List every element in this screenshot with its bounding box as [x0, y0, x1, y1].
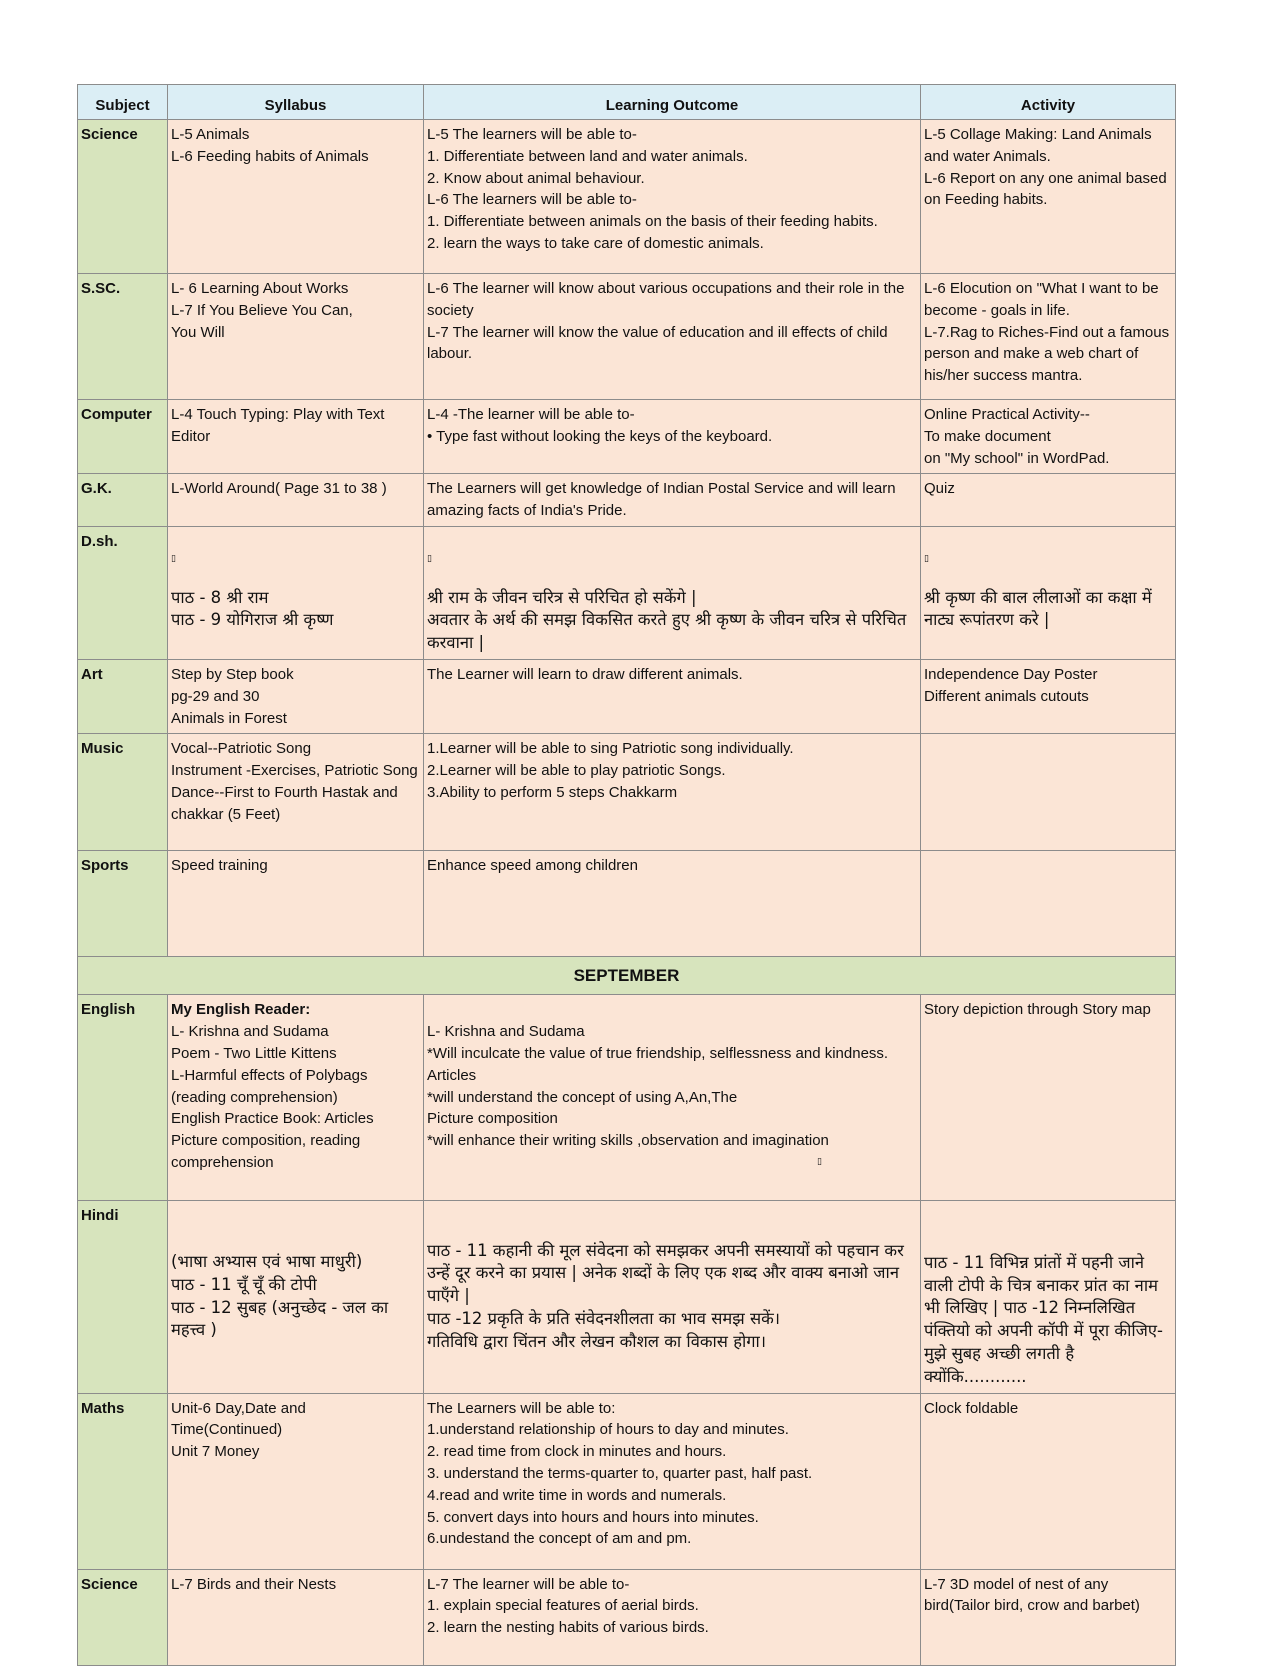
syllabus-cell: L-4 Touch Typing: Play with Text Editor	[168, 400, 424, 474]
outcome-cell: The Learners will get knowledge of Indian Postal Service and will learn amazing facts of India's Pride.	[424, 474, 921, 527]
syllabus-cell: Step by Step book pg-29 and 30 Animals in Forest	[168, 659, 424, 733]
activity-cell: L-6 Elocution on "What I want to be become - goals in life. L-7.Rag to Riches-Find out a famous person and make a web chart of his/her success mantra.	[921, 274, 1176, 400]
outcome-cell: L-6 The learner will know about various occupations and their role in the society L-7 The learner will know the value of education and ill effects of child labour.	[424, 274, 921, 400]
table-row	[78, 1569, 1176, 1665]
activity-cell: Online Practical Activity-- To make document on "My school" in WordPad.	[921, 400, 1176, 474]
syllabus-cell: Unit-6 Day,Date and Time(Continued) Unit 7 Money	[168, 1393, 424, 1569]
table-row	[78, 995, 1176, 1200]
table-row	[78, 851, 1176, 957]
table-row	[78, 1200, 1176, 1393]
missing-glyph-icon: ▯	[427, 553, 432, 564]
activity-text: पाठ - 11 विभिन्न प्रांतों में पहनी जाने वाली टोपी के चित्र बनाकर प्रांत का नाम भी लिखिए | पाठ -12 निम्नलिखित पंक्तियो को अपनी कॉपी में पूरा कीजिए- मुझे सुबह अच्छी लगती है क्योंकि............	[924, 1252, 1163, 1386]
syllabus-cell: L-7 Birds and their Nests	[168, 1569, 424, 1665]
outcome-cell: Enhance speed among children	[424, 851, 921, 957]
table-row	[78, 659, 1176, 733]
activity-cell: Independence Day Poster Different animals cutouts	[921, 659, 1176, 733]
activity-cell	[921, 1200, 1176, 1393]
outcome-cell: L-5 The learners will be able to- 1. Differentiate between land and water animals. 2. Know about animal behaviour. L-6 The learners will be able to- 1. Differentiate between animals on the basis of their feeding habits. 2. learn the ways to take care of domestic animals.	[424, 120, 921, 274]
outcome-cell: L-7 The learner will be able to- 1. explain special features of aerial birds. 2. learn the nesting habits of various birds.	[424, 1569, 921, 1665]
outcome-cell: The Learner will learn to draw different animals.	[424, 659, 921, 733]
header-activity: Activity	[921, 85, 1176, 120]
subject-cell: Maths	[78, 1393, 168, 1569]
subject-cell: Computer	[78, 400, 168, 474]
outcome-text: श्री राम के जीवन चरित्र से परिचित हो सकेंगे | अवतार के अर्थ की समझ विकसित करते हुए श्री कृष्ण के जीवन चरित्र से परिचित करवाना |	[427, 587, 907, 653]
missing-glyph-icon: ▯	[817, 1156, 822, 1167]
table-row	[78, 274, 1176, 400]
syllabus-cell: L- 6 Learning About Works L-7 If You Believe You Can, You Will	[168, 274, 424, 400]
header-syllabus: Syllabus	[168, 85, 424, 120]
outcome-cell: L-4 -The learner will be able to- • Type fast without looking the keys of the keyboard.	[424, 400, 921, 474]
activity-cell	[921, 851, 1176, 957]
header-row	[78, 85, 1176, 120]
syllabus-table	[77, 84, 1176, 1666]
table-row	[78, 474, 1176, 527]
syllabus-text: पाठ - 8 श्री राम पाठ - 9 योगिराज श्री कृष्ण	[171, 587, 334, 630]
syllabus-cell	[168, 995, 424, 1200]
syllabus-cell: Speed training	[168, 851, 424, 957]
table-row	[78, 734, 1176, 851]
activity-cell: L-7 3D model of nest of any bird(Tailor bird, crow and barbet)	[921, 1569, 1176, 1665]
header-subject: Subject	[78, 85, 168, 120]
table-row	[78, 400, 1176, 474]
missing-glyph-icon: ▯	[171, 553, 176, 564]
month-heading: SEPTEMBER	[78, 957, 1176, 995]
subject-cell: Sports	[78, 851, 168, 957]
activity-cell: Story depiction through Story map	[921, 995, 1176, 1200]
activity-cell: Clock foldable	[921, 1393, 1176, 1569]
outcome-text: L- Krishna and Sudama *Will inculcate the value of true friendship, selflessness and kindness. Articles *will understand the concept of using A,An,The Picture composition *will enhance their writing skills ,observation and imagination	[427, 1023, 889, 1150]
activity-cell: Quiz	[921, 474, 1176, 527]
header-learning-outcome: Learning Outcome	[424, 85, 921, 120]
syllabus-cell	[168, 1200, 424, 1393]
subject-cell: Hindi	[78, 1200, 168, 1393]
subject-cell: Art	[78, 659, 168, 733]
missing-glyph-icon: ▯	[924, 553, 929, 564]
subject-cell: G.K.	[78, 474, 168, 527]
subject-cell: English	[78, 995, 168, 1200]
syllabus-cell	[168, 526, 424, 659]
syllabus-text: (भाषा अभ्यास एवं भाषा माधुरी) पाठ - 11 चूँ चूँ की टोपी पाठ - 12 सुबह (अनुच्छेद - जल का महत्त्व )	[171, 1251, 389, 1340]
syllabus-cell: L-5 Animals L-6 Feeding habits of Animals	[168, 120, 424, 274]
subject-cell: Science	[78, 120, 168, 274]
activity-cell	[921, 734, 1176, 851]
outcome-cell: The Learners will be able to: 1.understand relationship of hours to day and minutes. 2. read time from clock in minutes and hours. 3. understand the terms-quarter to, quarter past, half past. 4.read and write time in words and numerals. 5. convert days into hours and hours into minutes. 6.undestand the concept of am and pm.	[424, 1393, 921, 1569]
subject-cell: S.SC.	[78, 274, 168, 400]
subject-cell: Science	[78, 1569, 168, 1665]
activity-cell: L-5 Collage Making: Land Animals and water Animals. L-6 Report on any one animal based on Feeding habits.	[921, 120, 1176, 274]
syllabus-cell: L-World Around( Page 31 to 38 )	[168, 474, 424, 527]
activity-cell	[921, 526, 1176, 659]
table-row	[78, 526, 1176, 659]
syllabus-cell: Vocal--Patriotic Song Instrument -Exercises, Patriotic Song Dance--First to Fourth Hastak and chakkar (5 Feet)	[168, 734, 424, 851]
activity-text: श्री कृष्ण की बाल लीलाओं का कक्षा में नाट्य रूपांतरण करे |	[924, 587, 1152, 630]
table-row	[78, 1393, 1176, 1569]
subject-cell: Music	[78, 734, 168, 851]
outcome-text: पाठ - 11 कहानी की मूल संवेदना को समझकर अपनी समस्यायों को पहचान कर उन्हें दूर करने का प्रयास | अनेक शब्दों के लिए एक शब्द और वाक्य बनाओ जान पाएँगे | पाठ -12 प्रकृति के प्रति संवेदनशीलता का भाव समझ सकें। गतिविधि द्वारा चिंतन और लेखन कौशल का विकास होगा।	[427, 1240, 904, 1351]
outcome-cell	[424, 526, 921, 659]
syllabus-heading: My English Reader:	[171, 1001, 311, 1019]
subject-cell: D.sh.	[78, 526, 168, 659]
outcome-cell	[424, 1200, 921, 1393]
syllabus-sheet	[77, 84, 1175, 1666]
outcome-cell: 1.Learner will be able to sing Patriotic song individually. 2.Learner will be able to play patriotic Songs. 3.Ability to perform 5 steps Chakkarm	[424, 734, 921, 851]
month-row	[78, 957, 1176, 995]
outcome-cell	[424, 995, 921, 1200]
syllabus-text: L- Krishna and Sudama Poem - Two Little Kittens L-Harmful effects of Polybags (reading comprehension) English Practice Book: Articles Picture composition, reading comprehension	[171, 1023, 374, 1171]
table-row	[78, 120, 1176, 274]
